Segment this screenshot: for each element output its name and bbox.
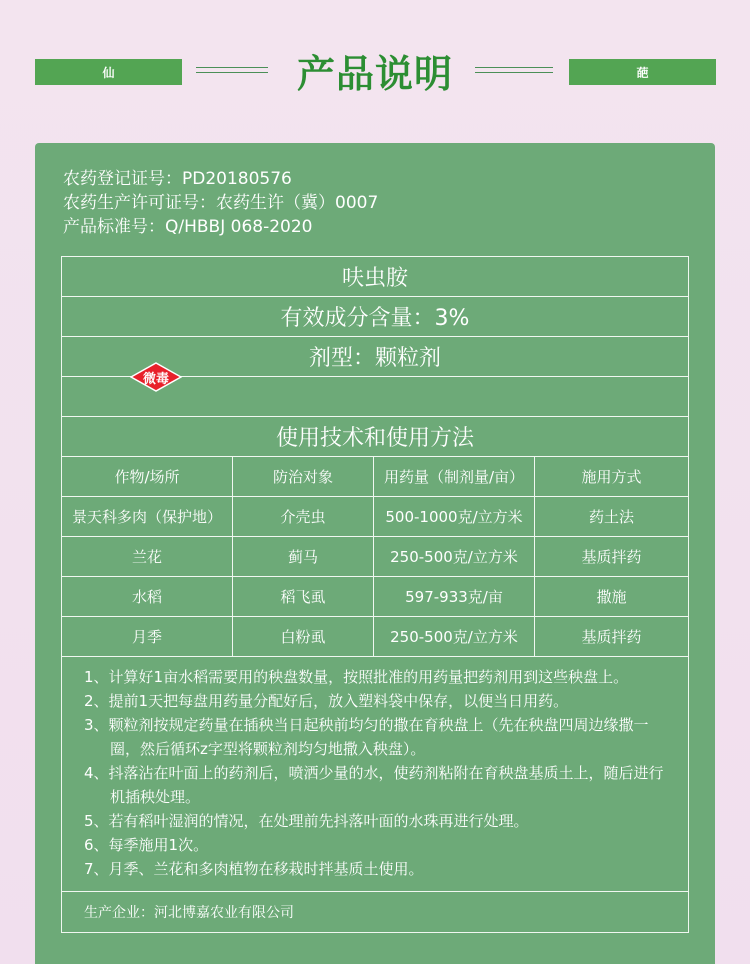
production-license: 农药生产许可证号：农药生许（冀）0007 [63,193,379,213]
header-dosage: 用药量（制剂量/亩） [374,457,535,497]
cell-method: 基质拌药 [535,617,689,657]
note-item: 5、若有稻叶湿润的情况，在处理前先抖落叶面的水珠再进行处理。 [84,812,529,830]
table-row [62,577,689,617]
left-divider [196,67,268,73]
product-standard: 产品标准号：Q/HBBJ 068-2020 [63,217,313,237]
header-target: 防治对象 [233,457,374,497]
table-row [62,537,689,577]
usage-heading: 使用技术和使用方法 [62,417,689,457]
note-item: 4、抖落沾在叶面上的药剂后，喷洒少量的水，使药剂粘附在育秧盘基质土上，随后进行机插秧处理。 [84,764,664,806]
note-item: 3、颗粒剂按规定药量在插秧当日起秧前均匀的撒在育秧盘上（先在秧盘四周边缘撒一圈，然后循环z字型将颗粒剂均匀地撒入秧盘）。 [84,716,649,758]
cell-crop: 水稻 [62,577,233,617]
cell-target: 蓟马 [233,537,374,577]
active-content: 有效成分含量：3% [62,297,689,337]
registration-number: 农药登记证号：PD20180576 [63,169,292,189]
table-row [62,617,689,657]
page-title: 产品说明 [296,52,453,96]
note-item: 7、月季、兰花和多肉植物在移栽时拌基质土使用。 [84,860,424,878]
note-item: 6、每季施用1次。 [84,836,209,854]
product-name: 呋虫胺 [62,257,689,297]
formulation: 剂型：颗粒剂 [62,337,689,377]
cell-target: 介壳虫 [233,497,374,537]
cell-crop: 兰花 [62,537,233,577]
note-item: 2、提前1天把每盘用药量分配好后，放入塑料袋中保存，以便当日用药。 [84,692,569,710]
toxicity-label: 微毒 [142,371,169,387]
cell-method: 药土法 [535,497,689,537]
cell-crop: 月季 [62,617,233,657]
table-row [62,497,689,537]
product-table [61,256,689,657]
cell-dosage: 250-500克/立方米 [374,617,535,657]
cell-method: 撒施 [535,577,689,617]
header-crop: 作物/场所 [62,457,233,497]
right-divider [475,67,553,73]
cell-dosage: 250-500克/立方米 [374,537,535,577]
left-band: 仙 [35,59,182,85]
cell-target: 白粉虱 [233,617,374,657]
cell-target: 稻飞虱 [233,577,374,617]
note-item: 1、计算好1亩水稻需要用的秧盘数量，按照批准的用药量把药剂用到这些秧盘上。 [84,668,629,686]
cell-method: 基质拌药 [535,537,689,577]
usage-notes [61,655,689,892]
header-method: 施用方式 [535,457,689,497]
toxicity-badge [130,362,182,392]
company-name: 生产企业：河北博嘉农业有限公司 [84,905,294,921]
cell-crop: 景天科多肉（保护地） [62,497,233,537]
cell-dosage: 500-1000克/立方米 [374,497,535,537]
company-row [61,891,689,933]
table-header-row [62,457,689,497]
cell-dosage: 597-933克/亩 [374,577,535,617]
right-band: 葩 [569,59,716,85]
